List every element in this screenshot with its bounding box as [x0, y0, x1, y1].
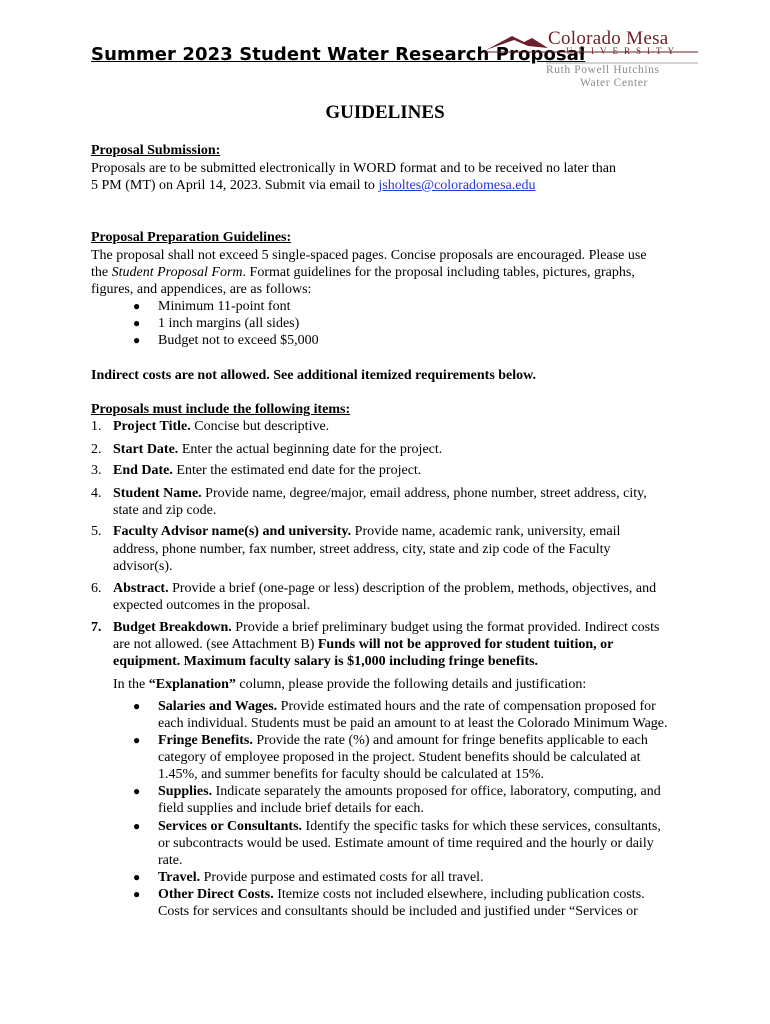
list-item: [91, 619, 660, 637]
item-number: 5.: [91, 524, 102, 539]
item-text: Provide a brief (one-page or less) description of the problem, methods, objectives, and: [168, 581, 657, 596]
bullet-icon: ●: [133, 887, 141, 901]
bullet-icon: ●: [133, 699, 141, 713]
item-label: Project Title.: [113, 419, 191, 434]
logo-line-3: Ruth Powell Hutchins: [546, 64, 660, 76]
page-heading: GUIDELINES: [325, 102, 445, 123]
bullet-text: Provide purpose and estimated costs for all travel.: [200, 870, 484, 885]
submission-title: Proposal Submission:: [91, 143, 221, 158]
explanation-prefix: In the: [113, 677, 149, 692]
preparation-line-2-suffix: . Format guidelines for the proposal including tables, pictures, graphs,: [242, 265, 635, 280]
submission-line-1: Proposals are to be submitted electronically in WORD format and to be received no later than: [91, 161, 616, 176]
bullet-text-continued: 1.45%, and summer benefits for faculty should be calculated at 15%.: [158, 767, 545, 782]
item-text: Provide a brief preliminary budget using the format provided. Indirect costs: [231, 620, 660, 635]
preparation-title: Proposal Preparation Guidelines:: [91, 230, 292, 245]
item-label: Budget Breakdown.: [113, 620, 232, 635]
format-bullet-text: Minimum 11-point font: [158, 299, 291, 314]
preparation-line-2: [91, 264, 635, 282]
item-label: End Date.: [113, 463, 173, 478]
item-text-continued: expected outcomes in the proposal.: [113, 598, 311, 613]
university-logo: [484, 28, 699, 90]
bullet-text-continued: category of employee proposed in the project. Student benefits should be calculated at: [158, 750, 641, 765]
item-label: Student Name.: [113, 486, 202, 501]
explanation-suffix: column, please provide the following details and justification:: [235, 677, 587, 692]
explanation-column-name: “Explanation”: [148, 677, 236, 692]
item-text-continued: [113, 636, 613, 654]
bullet-text: Identify the specific tasks for which these services, consultants,: [302, 819, 661, 834]
item-number: 7.: [91, 620, 102, 635]
item-text: Provide name, degree/major, email address, phone number, street address, city,: [201, 486, 647, 501]
item-text: Enter the actual beginning date for the project.: [178, 442, 443, 457]
budget-line-3: equipment. Maximum faculty salary is $1,000 including fringe benefits.: [113, 654, 539, 669]
document-title: Summer 2023 Student Water Research Proposal: [91, 44, 586, 65]
item-text-continued: advisor(s).: [113, 559, 173, 574]
list-item: [91, 580, 657, 598]
bullet-text: Provide the rate (%) and amount for fringe benefits applicable to each: [252, 733, 648, 748]
bullet-label: Supplies.: [158, 784, 213, 799]
bullet-label: Services or Consultants.: [158, 819, 303, 834]
logo-line-1: Colorado Mesa: [548, 28, 669, 49]
bullet-icon: ●: [133, 784, 141, 798]
list-item: [91, 418, 330, 436]
indirect-costs-note: Indirect costs are not allowed. See additional itemized requirements below.: [91, 368, 536, 383]
item-number: 1.: [91, 419, 102, 434]
list-item: [91, 441, 443, 459]
item-text-continued: address, phone number, fax number, street address, city, state and zip code of the Faculty: [113, 542, 611, 557]
item-text-continued: state and zip code.: [113, 503, 217, 518]
item-text: Enter the estimated end date for the project.: [172, 463, 422, 478]
bullet-text: Indicate separately the amounts proposed for office, laboratory, computing, and: [212, 784, 661, 799]
bullet-icon: ●: [133, 870, 141, 884]
bullet-label: Salaries and Wages.: [158, 699, 278, 714]
bullet-icon: ●: [133, 316, 141, 330]
bullet-text-continued: Costs for services and consultants should be included and justified under “Services or: [158, 904, 638, 919]
budget-line-2-text: are not allowed. (see Attachment B): [113, 637, 318, 652]
bullet-icon: ●: [133, 733, 141, 747]
bullet-text-continued: each individual. Students must be paid an amount to at least the Colorado Minimum Wage.: [158, 716, 668, 731]
item-label: Abstract.: [113, 581, 169, 596]
item-label: Start Date.: [113, 442, 179, 457]
format-bullet-text: Budget not to exceed $5,000: [158, 333, 319, 348]
logo-line-2: UNIVERSITY: [566, 46, 680, 56]
item-number: 4.: [91, 486, 102, 501]
bullet-icon: ●: [133, 819, 141, 833]
item-label: Faculty Advisor name(s) and university.: [113, 524, 352, 539]
submission-line-2: [91, 177, 536, 195]
item-number: 6.: [91, 581, 102, 596]
bullet-label: Travel.: [158, 870, 201, 885]
item-text: Concise but descriptive.: [190, 419, 330, 434]
preparation-line-2-prefix: the: [91, 265, 112, 280]
preparation-line-1: The proposal shall not exceed 5 single-spaced pages. Concise proposals are encouraged. Please use: [91, 248, 647, 263]
bullet-text: Itemize costs not included elsewhere, including publication costs.: [273, 887, 645, 902]
format-bullet-text: 1 inch margins (all sides): [158, 316, 300, 331]
bullet-text-continued: rate.: [158, 853, 183, 868]
explanation-note: [113, 676, 586, 694]
bullet-icon: ●: [133, 299, 141, 313]
bullet-label: Other Direct Costs.: [158, 887, 274, 902]
item-number: 3.: [91, 463, 102, 478]
budget-line-2-bold: Funds will not be approved for student tuition, or: [317, 637, 614, 652]
list-item: [91, 462, 422, 480]
items-title: Proposals must include the following items:: [91, 402, 351, 417]
student-proposal-form-ref: Student Proposal Form: [111, 265, 243, 280]
bullet-text: Provide estimated hours and the rate of compensation proposed for: [277, 699, 656, 714]
list-item: [91, 523, 621, 541]
preparation-line-3: figures, and appendices, are as follows:: [91, 282, 312, 297]
item-text: Provide name, academic rank, university, email: [351, 524, 621, 539]
bullet-text-continued: field supplies and include brief details for each.: [158, 801, 424, 816]
item-number: 2.: [91, 442, 102, 457]
bullet-text-continued: or subcontracts would be used. Estimate amount of time required and the hourly or daily: [158, 836, 654, 851]
submission-line-2-text: 5 PM (MT) on April 14, 2023. Submit via email to: [91, 178, 379, 193]
bullet-icon: ●: [133, 333, 141, 347]
logo-line-4: Water Center: [580, 77, 648, 89]
email-link[interactable]: jsholtes@coloradomesa.edu: [378, 178, 536, 193]
list-item: [91, 485, 647, 503]
bullet-label: Fringe Benefits.: [158, 733, 253, 748]
